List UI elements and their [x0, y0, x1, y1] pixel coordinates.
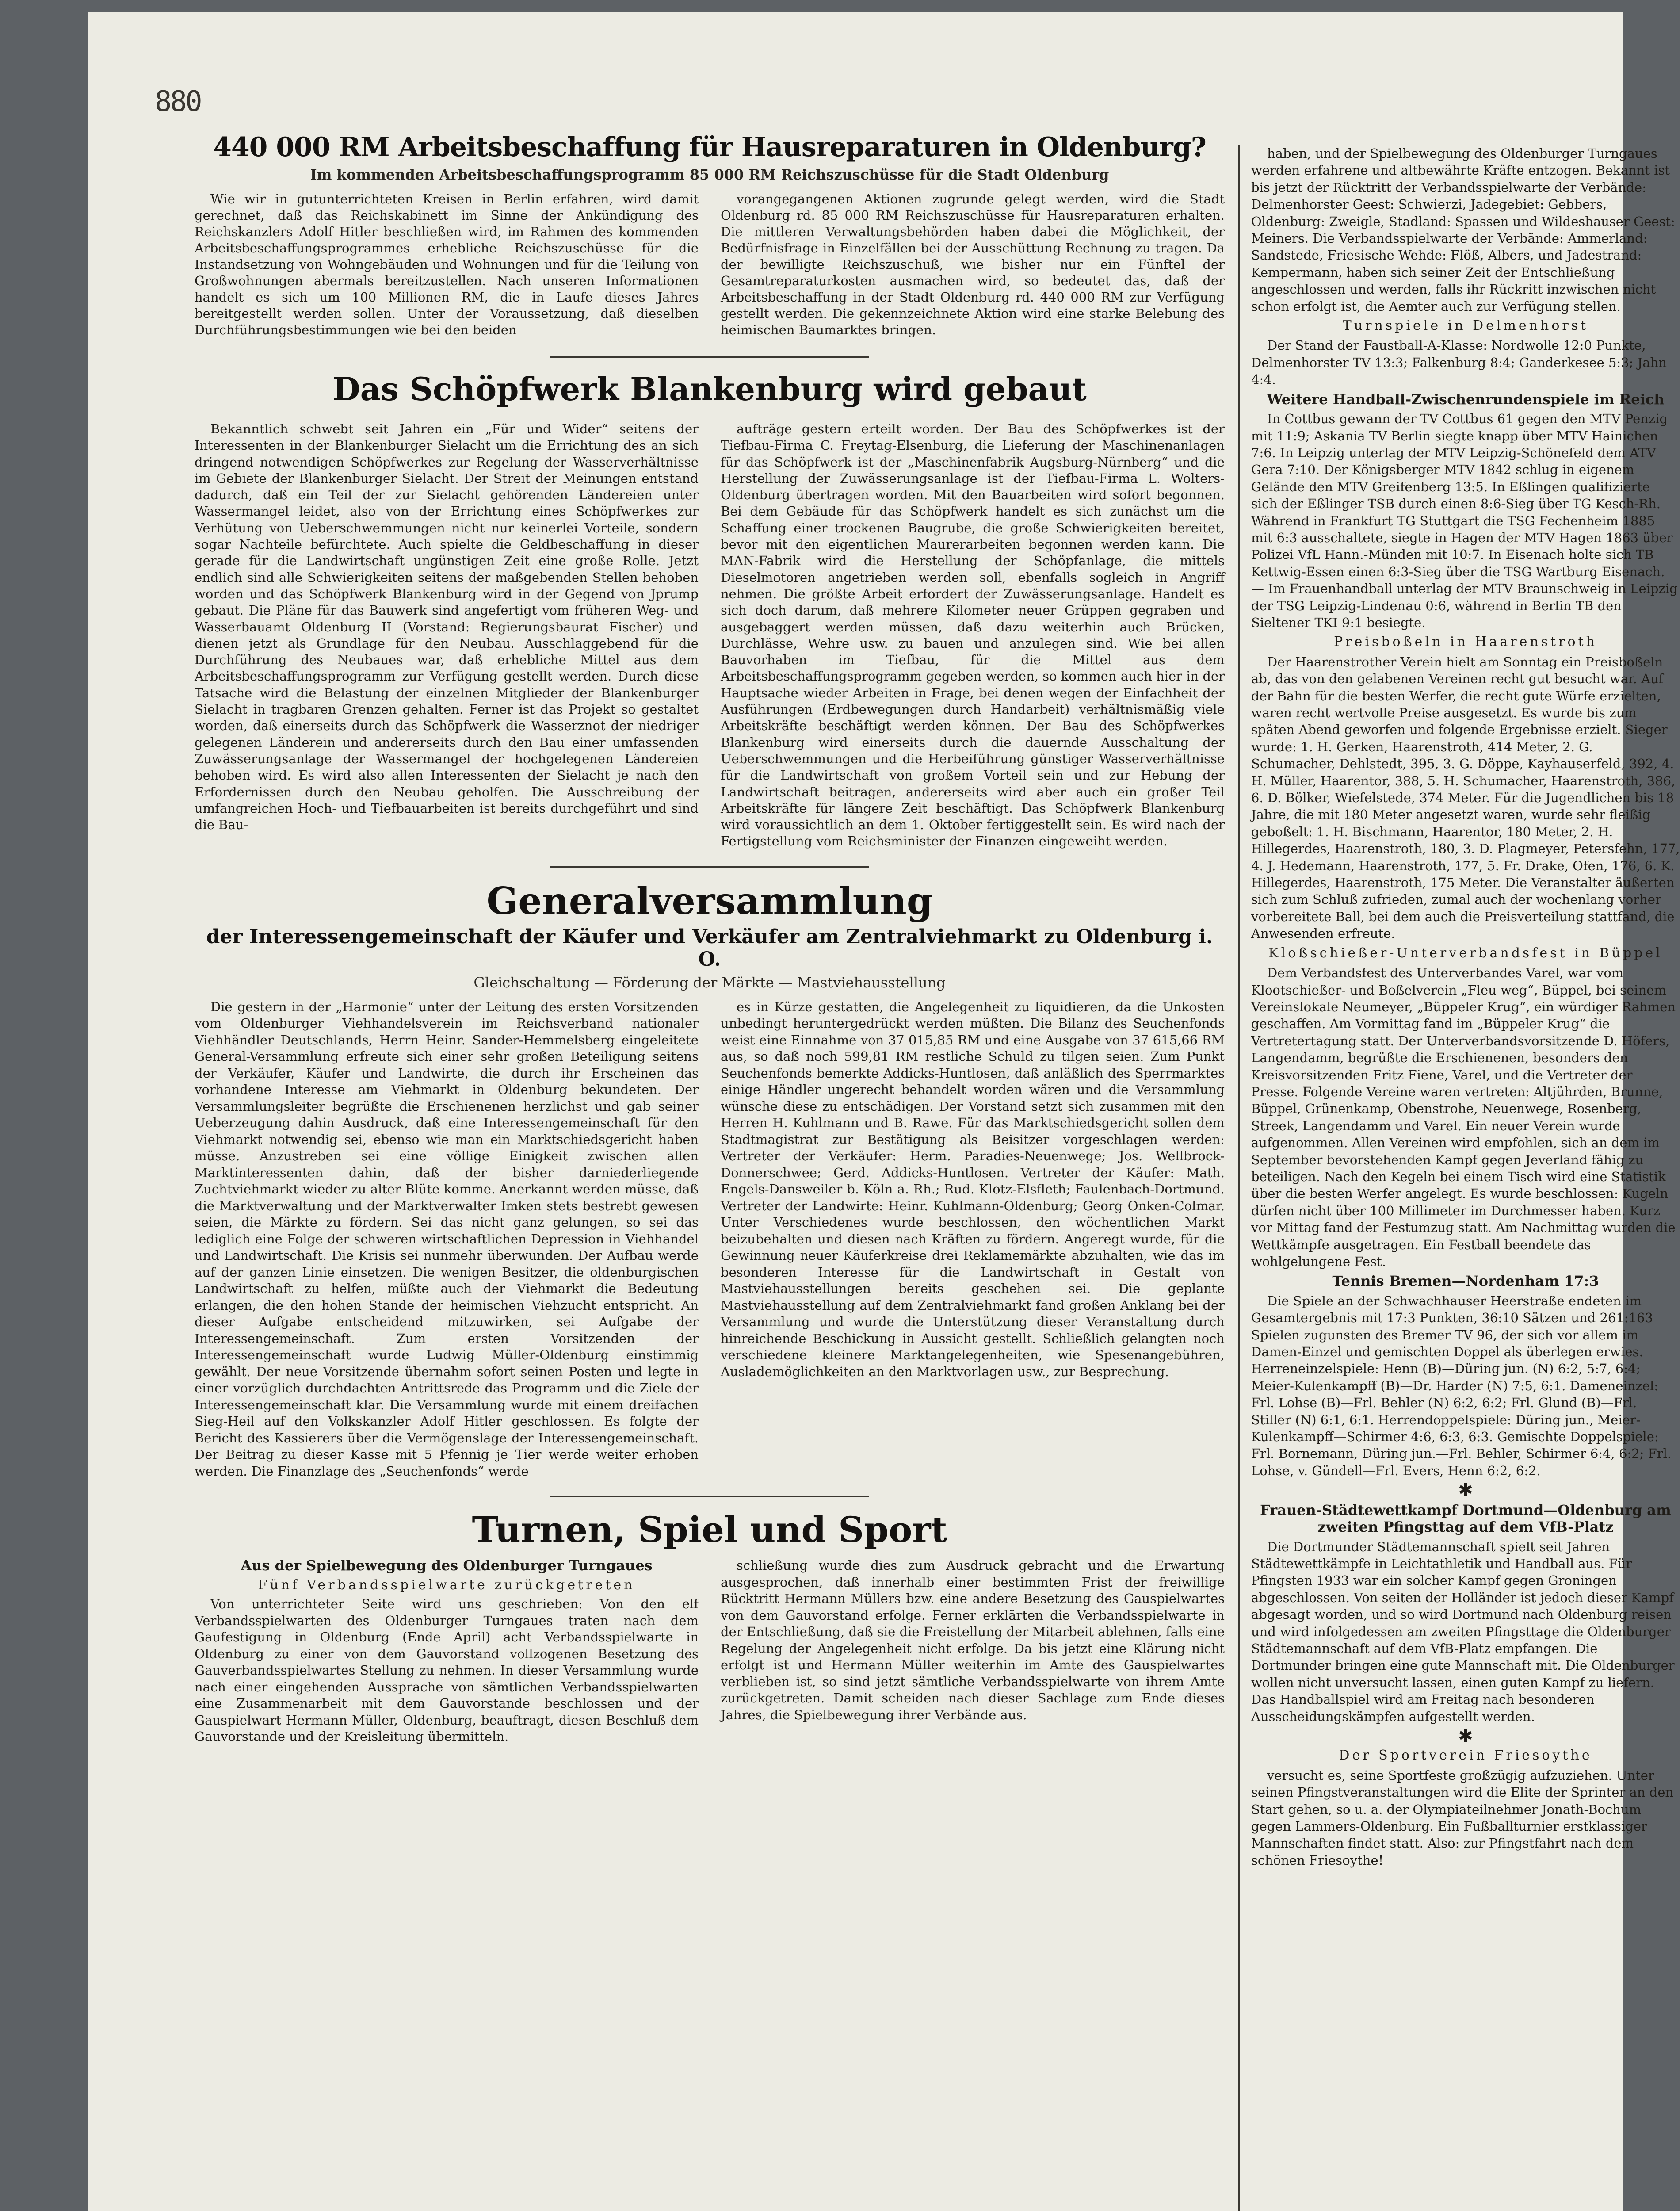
main-columns — [195, 132, 1225, 1748]
article-column — [721, 999, 1225, 1483]
article-generalversammlung — [195, 879, 1225, 1483]
article-headline: 440 000 RM Arbeitsbeschaffung für Hausreparaturen in Oldenburg? — [213, 132, 1206, 163]
article-headline-2: der Interessengemeinschaft der Käufer und Verkäufer am Zentralviehmarkt zu Oldenburg i. O. — [206, 925, 1213, 971]
section-divider — [550, 356, 869, 358]
article-subhead: Im kommenden Arbeitsbeschaffungsprogramm 85 000 RM Reichszuschüsse für die Stadt Oldenburg — [310, 166, 1109, 183]
article-subhead: Gleichschaltung — Förderung der Märkte — Mastviehausstellung — [473, 974, 946, 991]
sport-text: Die Dortmunder Städtemannschaft spielt seit Jahren Städtewettkämpfe in Leichtathletik und Handball aus. Für Pfingsten 1933 war ein solcher Kampf gegen Groningen abgeschlossen. Von seiten der Holländer ist jedoch dieser Kampf abgesagt worden, und so wird Dortmund nach Oldenburg reisen und wird infolgedessen am zweiten Pfingsttage die Oldenburger Städtemannschaft auf dem VfB-Platz empfangen. Die Dortmunder bringen eine gute Mannschaft mit. Die Oldenburger wollen nicht unversucht lassen, einen guten Kampf zu liefern. Das Handballspiel wird am Freitag nach besonderen Ausscheidungskämpfen aufgestellt werden. — [1251, 1539, 1675, 1724]
newspaper-page — [88, 12, 1680, 2211]
article-text: aufträge gestern erteilt worden. Der Bau des Schöpfwerkes ist der Tiefbau-Firma C. Freytag-Elsenburg, die Lieferung der Maschinenanlagen für das Schöpfwerk ist der „Maschinenfabrik Augsburg-Nürnberg“ und die Herstellung der Zuwässerungsanlage ist der Tiefbau-Firma L. Wolters-Oldenburg übertragen worden. Mit den Bauarbeiten wird sofort begonnen. Bei dem Gebäude für das Schöpfwerk handelt es sich zunächst um die Schaffung einer trockenen Baugrube, die große Schwierigkeiten bereitet, bevor mit den eigentlichen Maurerarbeiten begonnen werden kann. Die MAN-Fabrik wird die Herstellung der Schöpfanlage, die mittels Dieselmotoren angetrieben werden soll, ebenfalls sogleich in Angriff nehmen. Die größte Arbeit erfordert der Zuwässerungsanlage. Handelt es sich doch darum, daß mehrere Kilometer neuer Grüppen gegraben und ausgebaggert werden müssen, daß dazu weiterhin auch Brücken, Durchlässe, Wehre usw. zu bauen und anzulegen sind. Wie bei allen Bauvorhaben im Tiefbau, für die Mittel aus dem Arbeitsbeschaffungsprogramm gegeben werden, so kommen auch hier in der Hauptsache wieder Arbeiten in Frage, bei denen wegen der Einfachheit der Ausführungen (Erdbewegungen durch Handarbeit) verhältnismäßig viele Arbeitskräfte beschäftigt werden können. Der Bau des Schöpfwerkes Blankenburg wird einerseits durch die dauernde Ausschaltung der Ueberschwemmungen und die Herbeiführung günstiger Wasserverhältnisse für die Landwirtschaft von großem Vorteil sein und zur Hebung der Landwirtschaft beitragen, andererseits wird aber auch ein großer Teil Arbeitskräfte für längere Zeit beschäftigt. Das Schöpfwerk Blankenburg wird voraussichtlich an dem 1. Oktober fertiggestellt sein. Es wird nach der Fertigstellung vom Reichsminister der Finanzen eingeweiht werden. — [721, 421, 1225, 849]
sport-heading: Tennis Bremen—Nordenham 17:3 — [1332, 1273, 1599, 1290]
sport-heading: Weitere Handball-Zwischenrundenspiele im Reich — [1267, 390, 1665, 408]
article-text: schließung wurde dies zum Ausdruck gebracht und die Erwartung ausgesprochen, daß innerhalb einer bestimmten Frist der freiwillige Rücktritt Hermann Müllers bzw. eine andere Besetzung des Gauspielwartes von dem Gauvorstand erfolge. Ferner erklärten die Verbandsspielwarte in der Entschließung, daß sie die Freistellung der Mitarbeit ablehnen, falls eine Regelung der Angelegenheit nicht erfolge. Da bis jetzt eine Klärung nicht erfolgt ist und Hermann Müller weiterhin im Amte des Gauspielwartes verblieben ist, so sind jetzt sämtliche Verbandsspielwarte von ihrem Amte zurückgetreten. Damit scheiden nach dieser Sachlage zum Ende dieses Jahres, die Spielbewegung ihrer Verbände aus. — [721, 1558, 1225, 1722]
article-text: Wie wir in gutunterrichteten Kreisen in Berlin erfahren, wird damit gerechnet, daß das Reichskabinett im Sinne der Ankündigung des Reichskanzlers Adolf Hitler beschließen wird, im Rahmen des kommenden Arbeitsbeschaffungsprogrammes erhebliche Reichszuschüsse für die Instandsetzung von Wohngebäuden und Wohnungen und für die Teilung von Großwohnungen abermals bereitzustellen. Nach unseren Informationen handelt es sich um 100 Millionen RM, die in Laufe dieses Jahres bereitgestellt werden sollen. Unter der Voraussetzung, daß dieselben Durchführungsbestimmungen wie bei den beiden — [195, 191, 699, 337]
sport-heading: Kloßschießer-Unterverbandsfest in Büppel — [1268, 945, 1663, 961]
article-schoepfwerk — [195, 370, 1225, 853]
article-text: Die gestern in der „Harmonie“ unter der Leitung des ersten Vorsitzenden vom Oldenburger Viehhandelsverein im Reichsverband nationaler Viehhändler Deutschlands, Herrn Heinr. Sander-Hemmelsberg eingeleitete General-Versammlung erfreute sich einer sehr großen Beteiligung seitens der Verkäufer, Käufer und Landwirte, die durch ihr Erscheinen das vorhandene Interesse am Viehmarkt in Oldenburg bekundeten. Der Versammlungsleiter begrüßte die Erschienenen herzlichst und gab seiner Ueberzeugung dahin Ausdruck, daß eine Interessengemeinschaft für den Viehmarkt notwendig sei, ebenso wie man ein Marktschiedsgericht haben müsse. Anzustreben sei eine völlige Einigkeit zwischen allen Marktinteressenten dahin, daß der bisher darniederliegende Zuchtviehmarkt wieder zu alter Blüte komme. Anerkannt werden müsse, daß die Marktverwaltung und der Marktverwalter Imken stets bestrebt gewesen seien, die Märkte zu fördern. Sei das nicht ganz gelungen, so sei das lediglich eine Folge der schweren wirtschaftlichen Depression in Viehhandel und Landwirtschaft. Die Krisis sei nunmehr überwunden. Der Aufbau werde auf der ganzen Linie einsetzen. Die wenigen Besitzer, die oldenburgischen Landwirtschaft zu helfen, müßte auch der Viehmarkt die Bedeutung erlangen, die den hohen Stande der heimischen Viehzucht entspricht. An dieser Aufgabe entscheidend mitzuwirken, sei Aufgabe der Interessengemeinschaft. Zum ersten Vorsitzenden der Interessengemeinschaft wurde Ludwig Müller-Oldenburg einstimmig gewählt. Der neue Vorsitzende übernahm sofort seinen Posten und legte in einer vorzüglich durchdachten Antrittsrede das Programm und die Ziele der Interessengemeinschaft klar. Die Versammlung wurde mit einem dreifachen Sieg-Heil auf den Volkskanzler Adolf Hitler geschlossen. Es folgte der Bericht des Kassierers über die Vermögenslage der Interessengemeinschaft. Der Beitrag zu dieser Kasse mit 5 Pfennig je Tier werde weiter erhoben werden. Die Finanzlage des „Seuchenfonds“ werde — [195, 999, 699, 1479]
column-rule — [1238, 145, 1240, 2211]
article-headline: Generalversammlung — [486, 879, 933, 923]
article-headline: Turnen, Spiel und Sport — [472, 1509, 947, 1551]
article-column — [721, 191, 1225, 341]
sport-heading: Preisboßeln in Haarenstroth — [1334, 634, 1597, 650]
article-spaced-head: Fünf Verbandsspielwarte zurückgetreten — [258, 1577, 635, 1593]
article-column — [721, 421, 1225, 853]
article-column — [195, 999, 699, 1483]
article-text: Von unterrichteter Seite wird uns geschrieben: Von den elf Verbandsspielwarten des Oldenburger Turngaues traten nach dem Gaufestigung in Oldenburg (Ende April) acht Verbandsspielwarte in Oldenburg zu einer von dem Gauvorstand vollzogenen Besetzung des Gauverbandsspielwartes Stellung zu nehmen. In dieser Versammlung wurde nach einer eingehenden Aussprache von sämtlichen Verbandsspielwarten eine Zusammenarbeit mit dem Gauvorstande beschlossen und der Gauspielwart Hermann Müller, Oldenburg, beauftragt, diesen Beschluß dem Gauvorstande und der Kreisleitung übermitteln. — [195, 1596, 699, 1744]
article-column — [195, 421, 699, 853]
article-arbeitsbeschaffung — [195, 132, 1225, 341]
article-column — [195, 1557, 699, 1748]
sport-text: In Cottbus gewann der TV Cottbus 61 gegen den MTV Penzig mit 11:9; Askania TV Berlin siegte knapp über MTV Hainichen 7:6. In Leipzig unterlag der MTV Leipzig-Schönefeld dem ATV Gera 7:10. Der Königsberger MTV 1842 schlug in eigenem Gelände den MTV Greifenberg 13:5. In Eßlingen qualifizierte sich der Eßlinger TSB durch einen 8:6-Sieg über TG Kesch-Rh. Während in Frankfurt TG Stuttgart die TSG Fechenheim 1885 mit 6:3 ausschaltete, siegte in Hagen der MTV Hagen 1863 über Polizei VfL Hann.-Münden mit 10:7. In Eisenach holte sich TB Kettwig-Essen einen 6:3-Sieg über die TSG Wartburg Eisenach. — Im Frauenhandball unterlag der MTV Braunschweig in Leipzig der TSG Leipzig-Lindenau 0:6, während in Berlin TB den Sieltener TKI 9:1 besiegte. — [1251, 411, 1678, 630]
sport-heading: Frauen-Städtewettkampf Dortmund—Oldenburg am zweiten Pfingsttag auf dem VfB-Platz — [1260, 1501, 1671, 1536]
article-text: vorangegangenen Aktionen zugrunde gelegt werden, wird die Stadt Oldenburg rd. 85 000 RM Reichszuschüsse für Hausreparaturen erhalten. Die mittleren Verwaltungsbehörden haben dabei die Möglichkeit, der Bedürfnisfrage in Einzelfällen bei der Ausschüttung Rechnung zu tragen. Da der bewilligte Reichszuschuß, wie bisher nur ein Fünftel der Gesamtreparaturkosten ausmachen wird, so bedeutet das, daß der Arbeitsbeschaffung in der Stadt Oldenburg rd. 440 000 RM zur Verfügung gestellt werden. Die gekennzeichnete Aktion wird eine starke Belebung des heimischen Baumarktes bringen. — [721, 191, 1225, 337]
sport-text: Der Stand der Faustball-A-Klasse: Nordwolle 12:0 Punkte, Delmenhorster TV 13:3; Falkenburg 8:4; Ganderkesee 5:3; Jahn 4:4. — [1251, 338, 1667, 387]
sport-heading: Turnspiele in Delmenhorst — [1342, 318, 1589, 334]
article-text: es in Kürze gestatten, die Angelegenheit zu liquidieren, da die Unkosten unbedingt heruntergedrückt werden müßten. Die Bilanz des Seuchenfonds weist eine Einnahme von 37 015,85 RM und eine Ausgabe von 37 615,66 RM aus, so daß noch 599,81 RM restliche Schuld zu tilgen seien. Zum Punkt Seuchenfonds bemerkte Addicks-Huntlosen, daß anläßlich des Sperrmarktes einige Händler ungerecht behandelt worden wären und die Versammlung wünsche diese zu entschädigen. Der Vorstand setzt sich zusammen mit den Herren H. Kuhlmann und B. Rawe. Für das Marktschiedsgericht sollen dem Stadtmagistrat zur Bestätigung als Beisitzer vorgeschlagen werden: Vertreter der Verkäufer: Herm. Paradies-Neuenwege; Jos. Wellbrock-Donnerschwee; Gerd. Addicks-Huntlosen. Vertreter der Käufer: Math. Engels-Dansweiler b. Köln a. Rh.; Rud. Klotz-Elsfleth; Faulenbach-Dortmund. Vertreter der Landwirte: Heinr. Kuhlmann-Oldenburg; Georg Onken-Colmar. Unter Verschiedenes wurde beschlossen, den wöchentlichen Markt beizubehalten und diesen nach Kräften zu fördern. Angeregt wurde, für die Gewinnung neuer Käuferkreise drei Reklamemärkte abzuhalten, wie das im besonderen Interesse für die Landwirtschaft in Gestalt von Mastviehausstellungen bereits geschehen sei. Die geplante Mastviehausstellung auf dem Zentralviehmarkt fand großen Anklang bei der Versammlung und wurde die Unterstützung dieser Veranstaltung durch hinreichende Beschickung in Aussicht gestellt. Schließlich gelangten noch verschiedene kleinere Marktangelegenheiten, wie Spesenangebühren, Auslademöglichkeiten an den Marktvorlagen usw., zur Besprechung. — [721, 999, 1225, 1379]
page-number: 880 — [155, 85, 201, 118]
section-divider — [550, 1496, 869, 1497]
article-sport — [195, 1509, 1225, 1748]
sport-text: Der Haarenstrother Verein hielt am Sonntag ein Preisboßeln ab, das von den gelabenen Vereinen recht gut besucht war. Auf der Bahn für die besten Werfer, die recht gute Würfe erzielten, waren recht wertvolle Preise ausgesetzt. Es wurde bis zum späten Abend geworfen und folgende Ergebnisse erzielt. Sieger wurde: 1. H. Gerken, Haarenstroth, 414 Meter, 2. G. Schumacher, Dehlstedt, 395, 3. G. Döppe, Kayhauserfeld, 392, 4. H. Müller, Haarentor, 388, 5. H. Schumacher, Haarenstroth, 386, 6. D. Bölker, Wiefelstede, 374 Meter. Für die Jugendlichen bis 18 Jahre, die mit 180 Meter angesetzt waren, wurde sehr fleißig geboßelt: 1. H. Bischmann, Haarentor, 180 Meter, 2. H. Hillegerdes, Haarenstroth, 180, 3. D. Plagmeyer, Petersfehn, 177, 4. J. Hedemann, Haarenstroth, 177, 5. Fr. Drake, Ofen, 176, 6. K. Hillegerdes, Haarenstroth, 175 Meter. Die Veranstalter äußerten sich zum Schluß zufrieden, zumal auch der wochenlang vorher vorbereitete Ball, bei dem auch die Preisverteilung stattfand, die Anwesenden erfreute. — [1251, 654, 1680, 941]
sport-text: Dem Verbandsfest des Unterverbandes Varel, war vom Klootschießer- und Boßelverein „Fleu weg“, Büppel, bei seinem Vereinslokale Neumeyer, „Büppeler Krug“, ein würdiger Rahmen geschaffen. Am Vormittag fand im „Büppeler Krug“ die Vertretertagung statt. Der Unterverbandsvorsitzende D. Höfers, Langendamm, begrüßte die Erschienenen, besonders den Kreisvorsitzenden Fritz Fiene, Varel, und die Vertreter der Presse. Folgende Vereine waren vertreten: Altjührden, Brunne, Büppel, Grünenkamp, Obenstrohe, Neuenwege, Rosenberg, Streek, Langendamm und Varel. Ein neuer Verein wurde aufgenommen. Allen Vereinen wird empfohlen, sich an dem im September bevorstehenden Kampf gegen Jeverland fähig zu beteiligen. Nach den Kegeln bei einem Tisch wird eine Statistik über die besten Werfer angelegt. Es wurde beschlossen: Kugeln dürfen nicht über 100 Millimeter im Durchmesser haben. Kurz vor Mittag fand der Festumzug statt. Am Nachmittag wurden die Wettkämpfe ausgetragen. Ein Festball beendete das wohlgelungene Fest. — [1251, 965, 1676, 1269]
sport-text: Die Spiele an der Schwachhauser Heerstraße endeten im Gesamtergebnis mit 17:3 Punkten, 36:10 Sätzen und 261:163 Spielen zugunsten des Bremer TV 96, der sich vor allem im Damen-Einzel und gemischten Doppel als überlegen erwies. Herreneinzelspiele: Henn (B)—Düring jun. (N) 6:2, 5:7, 6:4; Meier-Kulenkampff (B)—Dr. Harder (N) 7:5, 6:1. Dameneinzel: Frl. Lohse (B)—Frl. Behler (N) 6:2, 6:2; Frl. Glund (B)—Frl. Stiller (N) 6:1, 6:1. Herrendoppelspiele: Düring jun., Meier-Kulenkampff—Schirmer 4:6, 6:3, 6:3. Gemischte Doppelspiele: Frl. Bornemann, Düring jun.—Frl. Behler, Schirmer 6:4, 6:2; Frl. Lohse, v. Gündell—Frl. Evers, Henn 6:2, 6:2. — [1251, 1293, 1672, 1478]
article-column — [721, 1557, 1225, 1748]
star-divider: ✱ — [1458, 1480, 1473, 1501]
star-divider: ✱ — [1458, 1725, 1473, 1746]
article-kicker: Aus der Spielbewegung des Oldenburger Turngaues — [241, 1557, 653, 1574]
sport-text: haben, und der Spielbewegung des Oldenburger Turngaues werden erfahrene und altbewährte Kräfte entzogen. Bekannt ist bis jetzt der Rücktritt der Verbandsspielwarte der Verbände: Delmenhorster Geest: Schwierzi, Jadegebiet: Gebbers, Oldenburg: Zweigle, Stadland: Spassen und Wildeshauser Geest: Meiners. Die Verbandsspielwarte der Verbände: Ammerland: Sandstede, Friesische Wehde: Flöß, Albers, und Jadestrand: Kempermann, haben sich seiner Zeit der Entschließung angeschlossen und werden, falls ihr Rückritt inzwischen nicht schon erfolgt ist, die Aemter auch zur Verfügung stellen. — [1251, 146, 1675, 314]
sport-column — [1251, 145, 1680, 1871]
article-text: Bekanntlich schwebt seit Jahren ein „Für und Wider“ seitens der Interessenten in der Blankenburger Sielacht um die Errichtung des an sich dringend notwendigen Schöpfwerkes zur Regelung der Wasserverhältnisse im Gebiete der Blankenburger Sielacht. Der Streit der Meinungen entstand dadurch, daß ein Teil der zur Sielacht gehörenden Ländereien unter Wassermangel leidet, also von der Errichtung eines Schöpfwerkes zur Verhütung von Ueberschwemmungen nicht nur keinerlei Vorteile, sondern sogar Nachteile befürchtete. Auch spielte die Geldbeschaffung in dieser gerade für die Landwirtschaft ungünstigen Zeit eine große Rolle. Jetzt endlich sind alle Schwierigkeiten seitens der maßgebenden Stellen behoben worden und das Schöpfwerk Blankenburg wird in der Gegend von Jprump gebaut. Die Pläne für das Bauwerk sind angefertigt vom früheren Weg- und Wasserbauamt Oldenburg II (Vorstand: Regierungsbaurat Fischer) und dienen jetzt als Grundlage für den Neubau. Ausschlaggebend für die Durchführung des Neubaues war, daß erhebliche Mittel aus dem Arbeitsbeschaffungsprogramm zur Verfügung gestellt werden. Durch diese Tatsache wird die Belastung der einzelnen Mitglieder der Blankenburger Sielacht in tragbaren Grenzen gehalten. Ferner ist das Projekt so gestaltet worden, daß einerseits durch das Schöpfwerk die Wasserznot der niedriger gelegenen Länderein und andererseits durch den Bau einer umfassenden Zuwässerungsanlage der Wassermangel der hochgelegenen Ländereien behoben wird. Es wird also allen Interessenten der Sielacht je nach den Erfordernissen durch den Neubau geholfen. Die Ausschreibung der umfangreichen Hoch- und Tiefbauarbeiten ist bereits durchgeführt und sind die Bau- — [195, 421, 699, 833]
section-divider — [550, 866, 869, 868]
article-column — [195, 191, 699, 341]
sport-heading: Der Sportverein Friesoythe — [1339, 1748, 1592, 1763]
sport-text: versucht es, seine Sportfeste großzügig aufzuziehen. Unter seinen Pfingstveranstaltungen wird die Elite der Sprinter an den Start gehen, so u. a. der Olympiateilnehmer Jonath-Bochum gegen Lammers-Oldenburg. Ein Fußballturnier erstklassiger Mannschaften findet statt. Also: zur Pfingstfahrt nach dem schönen Friesoythe! — [1251, 1767, 1674, 1868]
article-headline: Das Schöpfwerk Blankenburg wird gebaut — [332, 370, 1087, 408]
